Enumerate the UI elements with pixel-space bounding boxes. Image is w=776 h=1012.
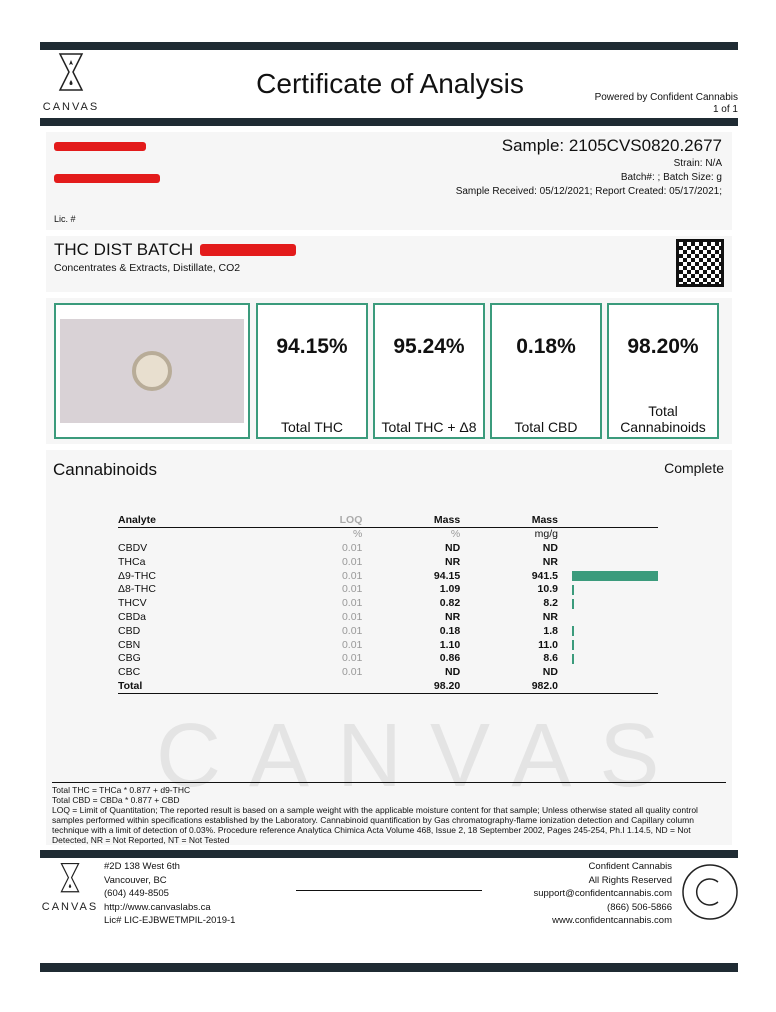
page-number: 1 of 1 bbox=[712, 104, 738, 115]
support-email-link[interactable]: support@confidentcannabis.com bbox=[533, 888, 672, 899]
batch: Batch#: ; Batch Size: g bbox=[620, 172, 722, 183]
mass-pct: ND bbox=[445, 541, 461, 554]
mass-mgg: 8.2 bbox=[543, 597, 558, 610]
qr-code[interactable] bbox=[676, 239, 724, 287]
mass-pct: 0.86 bbox=[439, 652, 461, 665]
stat-value: 94.15% bbox=[276, 335, 348, 358]
mass-mgg: NR bbox=[542, 610, 558, 623]
analyte: CBN bbox=[118, 638, 141, 651]
powered-by: Powered by Confident Cannabis bbox=[594, 92, 738, 103]
loq: 0.01 bbox=[341, 652, 363, 665]
mass-pct: NR bbox=[445, 555, 461, 568]
note-thc: Total THC = THCa * 0.877 + d9-THC bbox=[52, 785, 191, 795]
table-row bbox=[118, 583, 658, 597]
header-bar bbox=[40, 118, 738, 126]
table-row bbox=[118, 569, 658, 583]
page-title: Certificate of Analysis bbox=[256, 68, 524, 99]
mass-mgg: NR bbox=[542, 555, 558, 568]
analyte: CBG bbox=[118, 652, 141, 665]
analyte: CBDV bbox=[118, 541, 148, 554]
stat-box bbox=[256, 303, 368, 439]
flask-logo-icon bbox=[58, 862, 82, 898]
mass-pct: 0.18 bbox=[439, 624, 461, 637]
loq: 0.01 bbox=[341, 541, 363, 554]
top-bar bbox=[40, 42, 738, 50]
bottom-bar bbox=[40, 963, 738, 972]
flask-logo-icon bbox=[56, 52, 86, 98]
stat-value: 0.18% bbox=[516, 335, 576, 358]
cc-info: Confident Cannabis All Rights Reserved support@confidentcannabis.com (866) 506-5866 www.confidentcannabis.com bbox=[533, 861, 672, 926]
stat-label: Total CBD bbox=[514, 419, 578, 435]
note-loq: LOQ = Limit of Quantitation; The reported result is based on a sample weight with the applicable moisture content for that sample; Unless otherwise stated all quality control samples performed within specifications established by the Laboratory. Cannabinoid quantification by Gas chromatography-flame ionization detection and Capillary column technique with a limit of detection of 0.03%. Procedure reference Analytica Chimica Acta Volume 468, Issue 2, 18 September 2002, Pages 245-254, Ph.I 1.14.5, ND = Not Detected, NR = Not Reported, NT = Not Tested bbox=[52, 805, 698, 845]
stat-label: Total THC + Δ8 bbox=[381, 419, 477, 435]
stat-box bbox=[373, 303, 485, 439]
mass-mgg: ND bbox=[542, 666, 558, 679]
analyte: CBD bbox=[118, 624, 141, 637]
analyte: CBDa bbox=[118, 610, 147, 623]
mass-pct: 1.09 bbox=[439, 583, 461, 596]
confident-cannabis-seal-icon bbox=[680, 862, 740, 922]
watermark: CANVAS bbox=[156, 706, 688, 806]
strain: Strain: N/A bbox=[673, 158, 722, 169]
mass-mgg: 11.0 bbox=[538, 638, 558, 651]
lab-info: #2D 138 West 6th Vancouver, BC (604) 449-8505 http://www.canvaslabs.ca Lic# LIC-EJBWETMPIL-2019-1 bbox=[104, 861, 236, 926]
product-category: Concentrates & Extracts, Distillate, CO2 bbox=[54, 262, 241, 274]
table-row bbox=[118, 597, 658, 611]
table-row bbox=[118, 666, 658, 680]
sample-id: Sample: 2105CVS0820.2677 bbox=[501, 136, 722, 155]
cannabinoids-table: Analyte LOQ Mass Mass % % mg/g CBDV 0.01 ND ND THCa 0.01 NR NR Δ9-THC 0.01 94.15 941.5 Δ8-THC 0.01 1.09 10.9 THCV 0.01 0.82 8.2 CBDa 0.01 NR NR CBD 0.01 0.18 1.8 CBN 0.01 1.10 11.0 CBG 0.01 0.86 8.6 CBC 0.01 ND ND Total 98.20 982.0 bbox=[118, 514, 658, 694]
loq: 0.01 bbox=[341, 624, 363, 637]
stat-box bbox=[490, 303, 602, 439]
analyte: THCa bbox=[118, 555, 146, 568]
table-row bbox=[118, 624, 658, 638]
mass-pct: 1.10 bbox=[439, 638, 461, 651]
lab-website-link[interactable]: http://www.canvaslabs.ca bbox=[104, 901, 211, 913]
loq: 0.01 bbox=[341, 610, 363, 623]
mass-bar bbox=[572, 654, 574, 664]
table-row bbox=[118, 638, 658, 652]
analyte: Δ8-THC bbox=[118, 583, 156, 596]
table-row bbox=[118, 555, 658, 569]
loq: 0.01 bbox=[341, 583, 363, 596]
product-panel bbox=[46, 236, 732, 292]
canvas-logo: CANVAS bbox=[40, 52, 102, 113]
sample-panel bbox=[46, 132, 732, 230]
analyte: Δ9-THC bbox=[118, 569, 156, 582]
sample-photo bbox=[54, 303, 250, 439]
footer-bar bbox=[40, 850, 738, 858]
stat-value: 98.20% bbox=[627, 335, 699, 358]
signature-line bbox=[296, 890, 482, 891]
loq: 0.01 bbox=[341, 597, 363, 610]
stat-label: Total THC bbox=[281, 419, 343, 435]
mass-mgg: 10.9 bbox=[537, 583, 558, 596]
loq: 0.01 bbox=[341, 569, 363, 582]
analyte: THCV bbox=[118, 597, 147, 610]
mass-pct: 94.15 bbox=[433, 569, 461, 582]
table-row bbox=[118, 542, 658, 556]
table-row bbox=[118, 652, 658, 666]
mass-bar bbox=[572, 585, 574, 595]
stat-box bbox=[607, 303, 719, 439]
loq: 0.01 bbox=[341, 638, 363, 651]
mass-mgg: 941.5 bbox=[531, 569, 558, 582]
stat-value: 95.24% bbox=[393, 335, 465, 358]
license: Lic. # bbox=[54, 214, 76, 224]
mass-bar bbox=[572, 626, 574, 636]
section-title: Cannabinoids bbox=[53, 460, 157, 479]
status: Complete bbox=[664, 460, 724, 476]
cc-website-link[interactable]: www.confidentcannabis.com bbox=[552, 915, 672, 926]
loq: 0.01 bbox=[341, 555, 363, 568]
mass-mgg: 1.8 bbox=[543, 624, 558, 637]
note-cbd: Total CBD = CBDa * 0.877 + CBD bbox=[52, 795, 180, 805]
sample-jar bbox=[132, 351, 172, 391]
mass-pct: NR bbox=[445, 610, 461, 623]
analyte: CBC bbox=[118, 666, 141, 679]
stat-label: Total Cannabinoids bbox=[620, 403, 706, 435]
mass-pct: ND bbox=[445, 666, 461, 679]
mass-mgg: 8.6 bbox=[543, 652, 558, 665]
mass-pct: 0.82 bbox=[439, 597, 461, 610]
footer-logo: CANVAS bbox=[40, 862, 100, 913]
loq: 0.01 bbox=[341, 666, 363, 679]
mass-bar bbox=[572, 640, 574, 650]
dates: Sample Received: 05/12/2021; Report Created: 05/17/2021; bbox=[455, 186, 722, 197]
table-row bbox=[118, 611, 658, 625]
mass-bar bbox=[572, 571, 658, 581]
product-name: THC DIST BATCH bbox=[54, 240, 194, 259]
mass-bar bbox=[572, 599, 574, 609]
total-row: Total 98.20 982.0 bbox=[118, 680, 658, 694]
mass-mgg: ND bbox=[542, 541, 558, 554]
